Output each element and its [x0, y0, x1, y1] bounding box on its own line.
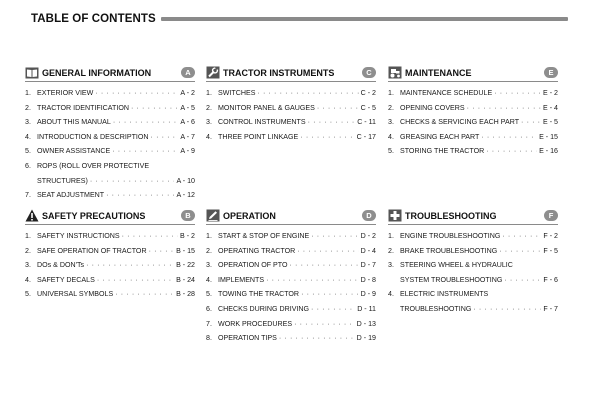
section-troubleshooting	[388, 208, 558, 317]
entry-page: C - 17	[356, 132, 376, 141]
entry-number: 2.	[25, 246, 31, 255]
dot-leader	[308, 115, 356, 130]
entry-title: ROPS (ROLL OVER PROTECTIVE	[37, 161, 150, 170]
section-title: TROUBLESHOOTING	[405, 210, 497, 221]
entry-title: ENGINE TROUBLESHOOTING	[400, 232, 501, 240]
toc-entry[interactable]	[206, 244, 376, 259]
toc-entry[interactable]	[25, 188, 195, 203]
toc-entry[interactable]	[25, 258, 195, 273]
entry-title: SYSTEM TROUBLESHOOTING	[400, 275, 503, 284]
entry-number: 4.	[206, 275, 212, 284]
entry-number: 3.	[206, 261, 212, 270]
entry-number: 4.	[388, 132, 394, 141]
wrench-icon	[206, 66, 220, 79]
dot-leader	[86, 258, 174, 273]
entry-page: A - 6	[180, 118, 195, 127]
section-safety-precautions	[25, 208, 195, 302]
entry-number: 1.	[25, 89, 31, 97]
entry-page: E - 2	[543, 89, 558, 97]
toc-entry[interactable]	[25, 174, 195, 189]
section-maintenance	[388, 65, 558, 159]
entry-title: STEERING WHEEL & HYDRAULIC	[400, 261, 513, 270]
entry-title: STORING THE TRACTOR	[400, 147, 485, 156]
page-title: TABLE OF CONTENTS	[31, 13, 156, 25]
toc-entry[interactable]	[206, 229, 376, 244]
entry-list	[388, 229, 558, 317]
dot-leader	[290, 258, 359, 273]
entry-list	[206, 229, 376, 346]
toc-entry[interactable]	[388, 258, 558, 273]
entry-number: 2.	[206, 246, 212, 255]
entry-title: OPERATING TRACTOR	[218, 246, 296, 255]
entry-page: C - 2	[360, 89, 376, 97]
entry-title: CHECKS DURING DRIVING	[218, 304, 310, 313]
entry-title: SWITCHES	[218, 89, 256, 97]
toc-entry[interactable]	[25, 244, 195, 259]
dot-leader	[112, 144, 178, 159]
section-badge: A	[181, 67, 195, 78]
dot-leader	[257, 86, 358, 101]
toc-entry[interactable]	[206, 331, 376, 346]
toc-entry[interactable]	[388, 101, 558, 116]
entry-number: 5.	[25, 147, 31, 156]
dot-leader	[301, 287, 359, 302]
entry-number: 2.	[25, 103, 31, 112]
section-title: GENERAL INFORMATION	[42, 67, 152, 78]
entry-page: A - 2	[180, 89, 195, 97]
dot-leader	[115, 287, 174, 302]
dot-leader	[486, 144, 537, 159]
toc-entry[interactable]	[206, 302, 376, 317]
entry-title: OPERATION TIPS	[218, 334, 277, 343]
entry-title: CHECKS & SERVICING EACH PART	[400, 118, 520, 127]
toc-entry[interactable]	[206, 317, 376, 332]
entry-page: A - 12	[176, 191, 195, 200]
entry-page: B - 24	[176, 275, 195, 284]
entry-title: SEAT ADJUSTMENT	[37, 191, 105, 200]
entry-title: OWNER ASSISTANCE	[37, 147, 111, 156]
section-header	[25, 208, 195, 225]
entry-page: D - 19	[356, 334, 376, 343]
entry-title: GREASING EACH PART	[400, 132, 480, 141]
entry-number: 3.	[206, 118, 212, 127]
dot-leader	[317, 101, 359, 116]
entry-number: 2.	[388, 246, 394, 255]
section-title: OPERATION	[223, 210, 276, 221]
entry-number: 4.	[25, 132, 31, 141]
section-header	[25, 65, 195, 82]
entry-page: B - 15	[176, 246, 195, 255]
entry-title: STRUCTURES)	[37, 176, 88, 185]
entry-title: ELECTRIC INSTRUMENTS	[400, 290, 489, 299]
entry-number: 5.	[206, 290, 212, 299]
section-header	[388, 208, 558, 225]
toc-entry[interactable]	[388, 287, 558, 302]
entry-number: 8.	[206, 334, 212, 343]
entry-title: TRACTOR IDENTIFICATION	[37, 103, 129, 112]
entry-title: OPENING COVERS	[400, 103, 465, 112]
entry-title: WORK PROCEDURES	[218, 319, 293, 328]
entry-number: 1.	[388, 232, 394, 240]
entry-title: OPERATION OF PTO	[218, 261, 288, 270]
entry-page: D - 7	[360, 261, 376, 270]
dot-leader	[149, 244, 174, 259]
section-title: TRACTOR INSTRUMENTS	[223, 67, 335, 78]
dot-leader	[95, 86, 178, 101]
toc-entry[interactable]	[25, 287, 195, 302]
entry-title: SAFE OPERATION OF TRACTOR	[37, 246, 147, 255]
entry-number: 2.	[206, 103, 212, 112]
entry-title: BRAKE TROUBLESHOOTING	[400, 246, 498, 255]
entry-title: MAINTENANCE SCHEDULE	[400, 89, 493, 97]
dot-leader	[311, 302, 355, 317]
entry-number: 3.	[25, 118, 31, 127]
entry-number: 1.	[206, 89, 212, 97]
toc-entry[interactable]	[388, 144, 558, 159]
dot-leader	[113, 115, 179, 130]
entry-number: 5.	[25, 290, 31, 299]
dot-leader	[499, 244, 541, 259]
entry-page: E - 16	[539, 147, 558, 156]
entry-page: D - 2	[360, 232, 376, 240]
entry-number: 1.	[388, 89, 394, 97]
section-header	[206, 65, 376, 82]
dot-leader	[294, 317, 355, 332]
dot-leader	[494, 86, 541, 101]
entry-number: 4.	[25, 275, 31, 284]
dot-leader	[90, 174, 175, 189]
toc-entry[interactable]	[25, 115, 195, 130]
entry-number: 7.	[206, 319, 212, 328]
entry-number: 5.	[388, 147, 394, 156]
entry-title: START & STOP OF ENGINE	[218, 232, 310, 240]
entry-page: E - 4	[543, 103, 558, 112]
tractor-icon	[388, 66, 402, 79]
entry-list	[25, 86, 195, 203]
section-badge: F	[544, 210, 558, 221]
section-title: SAFETY PRECAUTIONS	[42, 210, 146, 221]
dot-leader	[481, 130, 537, 145]
entry-number: 4.	[388, 290, 394, 299]
entry-page: F - 2	[543, 232, 558, 240]
entry-page: B - 2	[180, 232, 195, 240]
dot-leader	[131, 101, 178, 116]
entry-title: EXTERIOR VIEW	[37, 89, 94, 97]
entry-title: SAFETY INSTRUCTIONS	[37, 232, 120, 240]
entry-title: ABOUT THIS MANUAL	[37, 118, 111, 127]
entry-page: F - 6	[543, 275, 558, 284]
entry-page: D - 9	[360, 290, 376, 299]
warning-icon	[25, 209, 39, 222]
dot-leader	[151, 130, 179, 145]
section-badge: D	[362, 210, 376, 221]
dot-leader	[502, 229, 541, 244]
toc-entry[interactable]	[388, 130, 558, 145]
entry-list	[25, 229, 195, 302]
book-icon	[25, 66, 39, 79]
toc-entry[interactable]	[206, 86, 376, 101]
toc-entry[interactable]	[206, 130, 376, 145]
entry-page: E - 5	[543, 118, 558, 127]
section-badge: B	[181, 210, 195, 221]
section-badge: C	[362, 67, 376, 78]
entry-page: C - 5	[360, 103, 376, 112]
entry-list	[206, 86, 376, 144]
pencil-icon	[206, 209, 220, 222]
title-rule	[161, 17, 568, 21]
toc-entry[interactable]	[388, 302, 558, 317]
entry-page: A - 7	[180, 132, 195, 141]
toc-entry[interactable]	[206, 273, 376, 288]
section-general-information	[25, 65, 195, 203]
section-tractor-instruments	[206, 65, 376, 144]
toc-entry[interactable]	[388, 86, 558, 101]
entry-page: C - 11	[357, 118, 376, 127]
dot-leader	[279, 331, 355, 346]
section-badge: E	[544, 67, 558, 78]
entry-number: 6.	[25, 161, 31, 170]
toc-entry[interactable]	[25, 159, 195, 174]
dot-leader	[311, 229, 358, 244]
entry-page: B - 22	[176, 261, 195, 270]
page-header	[31, 11, 568, 27]
dot-leader	[504, 273, 541, 288]
entry-page: A - 5	[180, 103, 195, 112]
toc-entry[interactable]	[206, 287, 376, 302]
entry-page: A - 9	[180, 147, 195, 156]
dot-leader	[122, 229, 178, 244]
entry-page: D - 13	[356, 319, 376, 328]
entry-page: E - 15	[539, 132, 558, 141]
entry-number: 7.	[25, 191, 31, 200]
entry-page: A - 10	[176, 176, 195, 185]
entry-title: DOs & DON'Ts	[37, 261, 85, 270]
toc-entry[interactable]	[388, 229, 558, 244]
entry-number: 3.	[25, 261, 31, 270]
entry-page: F - 5	[543, 246, 558, 255]
entry-title: UNIVERSAL SYMBOLS	[37, 290, 114, 299]
toc-entry[interactable]	[388, 273, 558, 288]
entry-page: B - 28	[176, 290, 195, 299]
dot-leader	[297, 244, 358, 259]
entry-number: 3.	[388, 118, 394, 127]
entry-number: 2.	[388, 103, 394, 112]
entry-title: TROUBLESHOOTING	[400, 304, 472, 313]
entry-number: 1.	[25, 232, 31, 240]
entry-page: D - 11	[357, 304, 376, 313]
toc-entry[interactable]	[206, 115, 376, 130]
entry-title: INTRODUCTION & DESCRIPTION	[37, 132, 149, 141]
dot-leader	[521, 115, 541, 130]
dot-leader	[467, 101, 541, 116]
entry-number: 1.	[206, 232, 212, 240]
entry-title: IMPLEMENTS	[218, 275, 265, 284]
dot-leader	[300, 130, 354, 145]
entry-number: 4.	[206, 132, 212, 141]
entry-page: D - 4	[360, 246, 376, 255]
entry-title: CONTROL INSTRUMENTS	[218, 118, 306, 127]
toc-entry[interactable]	[206, 101, 376, 116]
entry-number: 6.	[206, 304, 212, 313]
section-header	[206, 208, 376, 225]
toc-entry[interactable]	[388, 244, 558, 259]
section-header	[388, 65, 558, 82]
toc-entry[interactable]	[206, 258, 376, 273]
entry-title: MONITOR PANEL & GAUGES	[218, 103, 315, 112]
entry-title: SAFETY DECALS	[37, 275, 95, 284]
entry-title: TOWING THE TRACTOR	[218, 290, 300, 299]
section-operation	[206, 208, 376, 346]
dot-leader	[97, 273, 174, 288]
toc-entry[interactable]	[25, 86, 195, 101]
first-aid-cross-icon	[388, 209, 402, 222]
entry-page: F - 7	[543, 304, 558, 313]
entry-number: 3.	[388, 261, 394, 270]
dot-leader	[266, 273, 359, 288]
toc-entry[interactable]	[25, 144, 195, 159]
dot-leader	[106, 188, 174, 203]
toc-entry[interactable]	[25, 273, 195, 288]
entry-list	[388, 86, 558, 159]
toc-entry[interactable]	[388, 115, 558, 130]
section-title: MAINTENANCE	[405, 67, 472, 78]
toc-entry[interactable]	[25, 130, 195, 145]
toc-entry[interactable]	[25, 229, 195, 244]
toc-entry[interactable]	[25, 101, 195, 116]
dot-leader	[473, 302, 541, 317]
entry-title: THREE POINT LINKAGE	[218, 132, 299, 141]
entry-page: D - 8	[360, 275, 376, 284]
